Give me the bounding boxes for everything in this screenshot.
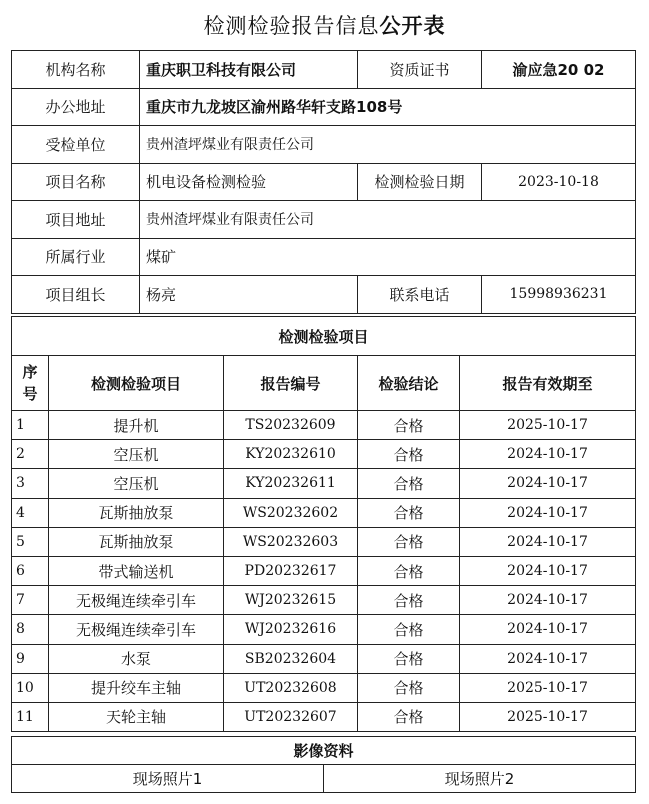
cell-conclusion: 合格	[358, 440, 460, 469]
cell-seq: 8	[12, 615, 49, 644]
info-row-site	[12, 201, 636, 239]
cell-conclusion: 合格	[358, 586, 460, 615]
cell-report-no: UT20232607	[224, 702, 358, 731]
leader-label: 项目组长	[12, 276, 140, 314]
cell-conclusion: 合格	[358, 673, 460, 702]
date-label: 检测检验日期	[358, 163, 482, 201]
items-body	[12, 411, 636, 732]
cell-conclusion: 合格	[358, 556, 460, 585]
table-row	[12, 673, 636, 702]
cell-valid-until: 2024-10-17	[460, 586, 636, 615]
page-title-normal: 检测检验报告信息	[203, 14, 380, 38]
cell-conclusion: 合格	[358, 411, 460, 440]
cell-report-no: WS20232602	[224, 498, 358, 527]
cell-valid-until: 2024-10-17	[460, 644, 636, 673]
header-conclusion: 检验结论	[358, 356, 460, 411]
cell-conclusion: 合格	[358, 615, 460, 644]
cell-report-no: WJ20232615	[224, 586, 358, 615]
site-label: 项目地址	[12, 201, 140, 239]
images-section-title: 影像资料	[12, 737, 636, 765]
cell-item: 带式输送机	[49, 556, 224, 585]
cell-item: 提升绞车主轴	[49, 673, 224, 702]
cell-seq: 6	[12, 556, 49, 585]
header-seq: 序号	[12, 356, 49, 411]
cell-conclusion: 合格	[358, 702, 460, 731]
cell-report-no: WS20232603	[224, 527, 358, 556]
cell-report-no: WJ20232616	[224, 615, 358, 644]
cell-report-no: PD20232617	[224, 556, 358, 585]
table-row	[12, 498, 636, 527]
cell-seq: 7	[12, 586, 49, 615]
cell-seq: 1	[12, 411, 49, 440]
images-photo-row	[12, 765, 636, 793]
cell-seq: 10	[12, 673, 49, 702]
info-row-project	[12, 163, 636, 201]
cell-report-no: UT20232608	[224, 673, 358, 702]
cell-conclusion: 合格	[358, 644, 460, 673]
info-row-org	[12, 51, 636, 89]
info-row-industry	[12, 238, 636, 276]
header-item: 检测检验项目	[49, 356, 224, 411]
industry-value: 煤矿	[140, 238, 636, 276]
items-table	[11, 316, 636, 732]
cell-report-no: KY20232610	[224, 440, 358, 469]
info-row-address	[12, 88, 636, 126]
images-table	[11, 736, 636, 793]
cell-valid-until: 2024-10-17	[460, 527, 636, 556]
photo-2-label: 现场照片2	[324, 765, 636, 793]
cell-item: 天轮主轴	[49, 702, 224, 731]
org-value: 重庆职卫科技有限公司	[140, 51, 358, 89]
cell-item: 瓦斯抽放泵	[49, 527, 224, 556]
industry-label: 所属行业	[12, 238, 140, 276]
header-report-no: 报告编号	[224, 356, 358, 411]
cell-valid-until: 2024-10-17	[460, 556, 636, 585]
cell-seq: 2	[12, 440, 49, 469]
phone-label: 联系电话	[358, 276, 482, 314]
cell-conclusion: 合格	[358, 527, 460, 556]
unit-label: 受检单位	[12, 126, 140, 164]
table-row	[12, 411, 636, 440]
site-value: 贵州渣坪煤业有限责任公司	[140, 201, 636, 239]
cell-seq: 4	[12, 498, 49, 527]
items-header-row	[12, 356, 636, 411]
table-row	[12, 469, 636, 498]
cell-seq: 11	[12, 702, 49, 731]
cell-valid-until: 2024-10-17	[460, 615, 636, 644]
cell-valid-until: 2024-10-17	[460, 498, 636, 527]
org-label: 机构名称	[12, 51, 140, 89]
project-value: 机电设备检测检验	[140, 163, 358, 201]
phone-value: 15998936231	[482, 276, 636, 314]
address-value: 重庆市九龙坡区渝州路华轩支路108号	[140, 88, 636, 126]
cell-item: 无极绳连续牵引车	[49, 615, 224, 644]
project-label: 项目名称	[12, 163, 140, 201]
cell-item: 提升机	[49, 411, 224, 440]
date-value: 2023-10-18	[482, 163, 636, 201]
cell-seq: 3	[12, 469, 49, 498]
cert-value: 渝应急20 02	[482, 51, 636, 89]
photo-1-label: 现场照片1	[12, 765, 324, 793]
table-row	[12, 644, 636, 673]
items-section-title-row	[12, 317, 636, 356]
cell-report-no: KY20232611	[224, 469, 358, 498]
images-section-title-row	[12, 737, 636, 765]
cell-item: 空压机	[49, 469, 224, 498]
cell-conclusion: 合格	[358, 498, 460, 527]
cell-valid-until: 2024-10-17	[460, 469, 636, 498]
table-row	[12, 586, 636, 615]
cell-seq: 5	[12, 527, 49, 556]
info-table	[11, 50, 636, 314]
cell-item: 瓦斯抽放泵	[49, 498, 224, 527]
table-row	[12, 615, 636, 644]
cell-item: 水泵	[49, 644, 224, 673]
cell-valid-until: 2024-10-17	[460, 440, 636, 469]
cell-item: 空压机	[49, 440, 224, 469]
cell-valid-until: 2025-10-17	[460, 673, 636, 702]
info-row-unit	[12, 126, 636, 164]
cell-report-no: SB20232604	[224, 644, 358, 673]
unit-value: 贵州渣坪煤业有限责任公司	[140, 126, 636, 164]
header-valid-until: 报告有效期至	[460, 356, 636, 411]
info-row-leader	[12, 276, 636, 314]
table-row	[12, 702, 636, 731]
leader-value: 杨亮	[140, 276, 358, 314]
items-section-title: 检测检验项目	[12, 317, 636, 356]
page-title-bold: 公开表	[379, 14, 446, 38]
cell-valid-until: 2025-10-17	[460, 411, 636, 440]
cell-report-no: TS20232609	[224, 411, 358, 440]
address-label: 办公地址	[12, 88, 140, 126]
cell-conclusion: 合格	[358, 469, 460, 498]
cell-valid-until: 2025-10-17	[460, 702, 636, 731]
table-row	[12, 556, 636, 585]
page-title	[0, 8, 649, 44]
cell-item: 无极绳连续牵引车	[49, 586, 224, 615]
table-row	[12, 440, 636, 469]
table-row	[12, 527, 636, 556]
cert-label: 资质证书	[358, 51, 482, 89]
cell-seq: 9	[12, 644, 49, 673]
